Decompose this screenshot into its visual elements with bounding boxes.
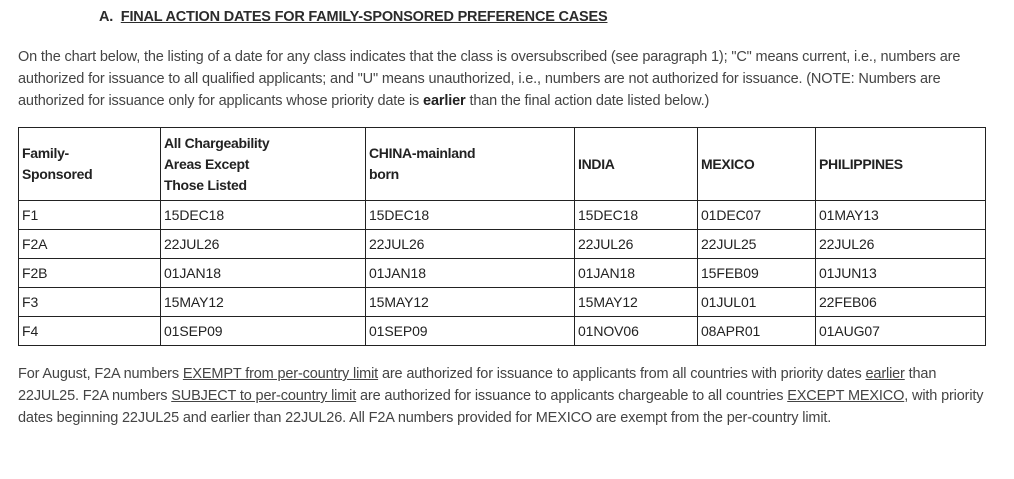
footer-underline-exempt: EXEMPT from per-country limit xyxy=(182,366,379,382)
intro-text: On the chart below, the listing of a date for any class indicates that the class is oversubscribed (see paragraph 1); "C" means current, i.e., numbers are authorized for issuance to all qualified applicants; and "U" means unauthorized, i.e., numbers are not authorized for issuance. (NOTE: Numbers are authorized for issuance only for applicants whose priority date is xyxy=(18,49,961,109)
table-row xyxy=(19,317,986,346)
table-cell: 15DEC18 xyxy=(161,201,366,230)
table-header-row xyxy=(19,128,986,201)
footer-text: than 22JUL25. F2A numbers xyxy=(18,366,937,404)
footer-underline-earlier: earlier xyxy=(865,366,905,382)
table-cell: 15MAY12 xyxy=(366,288,575,317)
table-cell: 22JUL26 xyxy=(161,230,366,259)
table-cell: F1 xyxy=(19,201,161,230)
table-cell: F3 xyxy=(19,288,161,317)
table-cell: 01JUN13 xyxy=(816,259,986,288)
table-cell: 22JUL26 xyxy=(816,230,986,259)
footer-paragraph xyxy=(18,363,993,429)
table-cell: 22JUL26 xyxy=(366,230,575,259)
intro-paragraph xyxy=(18,46,993,112)
table-cell: 15DEC18 xyxy=(575,201,698,230)
table-cell: 01JAN18 xyxy=(366,259,575,288)
section-heading xyxy=(99,9,607,25)
table-cell: 22JUL25 xyxy=(698,230,816,259)
table-cell: 01SEP09 xyxy=(366,317,575,346)
footer-text: are authorized for issuance to applicants chargeable to all countries xyxy=(360,388,784,404)
table-cell: 15MAY12 xyxy=(575,288,698,317)
footer-underline-except-mexico: EXCEPT MEXICO xyxy=(787,388,905,404)
intro-bold-earlier: earlier xyxy=(423,93,466,109)
table-row xyxy=(19,259,986,288)
header-philippines: PHILIPPINES xyxy=(816,128,986,201)
table-cell: 15FEB09 xyxy=(698,259,816,288)
section-title: FINAL ACTION DATES FOR FAMILY-SPONSORED PREFERENCE CASES xyxy=(120,9,608,25)
footer-text: are authorized for issuance to applicants from all countries with priority dates xyxy=(381,366,862,382)
table-cell: 22FEB06 xyxy=(816,288,986,317)
header-china-mainland: CHINA-mainland born xyxy=(366,128,575,201)
table-cell: 01DEC07 xyxy=(698,201,816,230)
table-cell: 01JAN18 xyxy=(161,259,366,288)
table-cell: 15DEC18 xyxy=(366,201,575,230)
table-cell: F2B xyxy=(19,259,161,288)
table-cell: 01NOV06 xyxy=(575,317,698,346)
final-action-dates-table xyxy=(18,127,986,346)
table-cell: 01MAY13 xyxy=(816,201,986,230)
header-family-sponsored: Family- Sponsored xyxy=(19,128,161,201)
section-letter: A. xyxy=(99,9,114,25)
footer-text: For August, F2A numbers xyxy=(18,366,179,382)
footer-text: , with priority dates beginning 22JUL25 and earlier than 22JUL26. All F2A numbers provided for MEXICO are exempt from the per-country limit. xyxy=(18,388,984,426)
table-cell: 01JAN18 xyxy=(575,259,698,288)
table-cell: 08APR01 xyxy=(698,317,816,346)
footer-underline-subject: SUBJECT to per-country limit xyxy=(171,388,357,404)
table-cell: 01SEP09 xyxy=(161,317,366,346)
header-mexico: MEXICO xyxy=(698,128,816,201)
table-cell: F2A xyxy=(19,230,161,259)
table-cell: 15MAY12 xyxy=(161,288,366,317)
table-cell: 22JUL26 xyxy=(575,230,698,259)
table-row xyxy=(19,201,986,230)
header-india: INDIA xyxy=(575,128,698,201)
intro-text-end: than the final action date listed below.) xyxy=(469,93,710,109)
header-all-chargeability: All Chargeability Areas Except Those Listed xyxy=(161,128,366,201)
table-row xyxy=(19,288,986,317)
table-cell: 01JUL01 xyxy=(698,288,816,317)
table-cell: 01AUG07 xyxy=(816,317,986,346)
table-cell: F4 xyxy=(19,317,161,346)
table-row xyxy=(19,230,986,259)
